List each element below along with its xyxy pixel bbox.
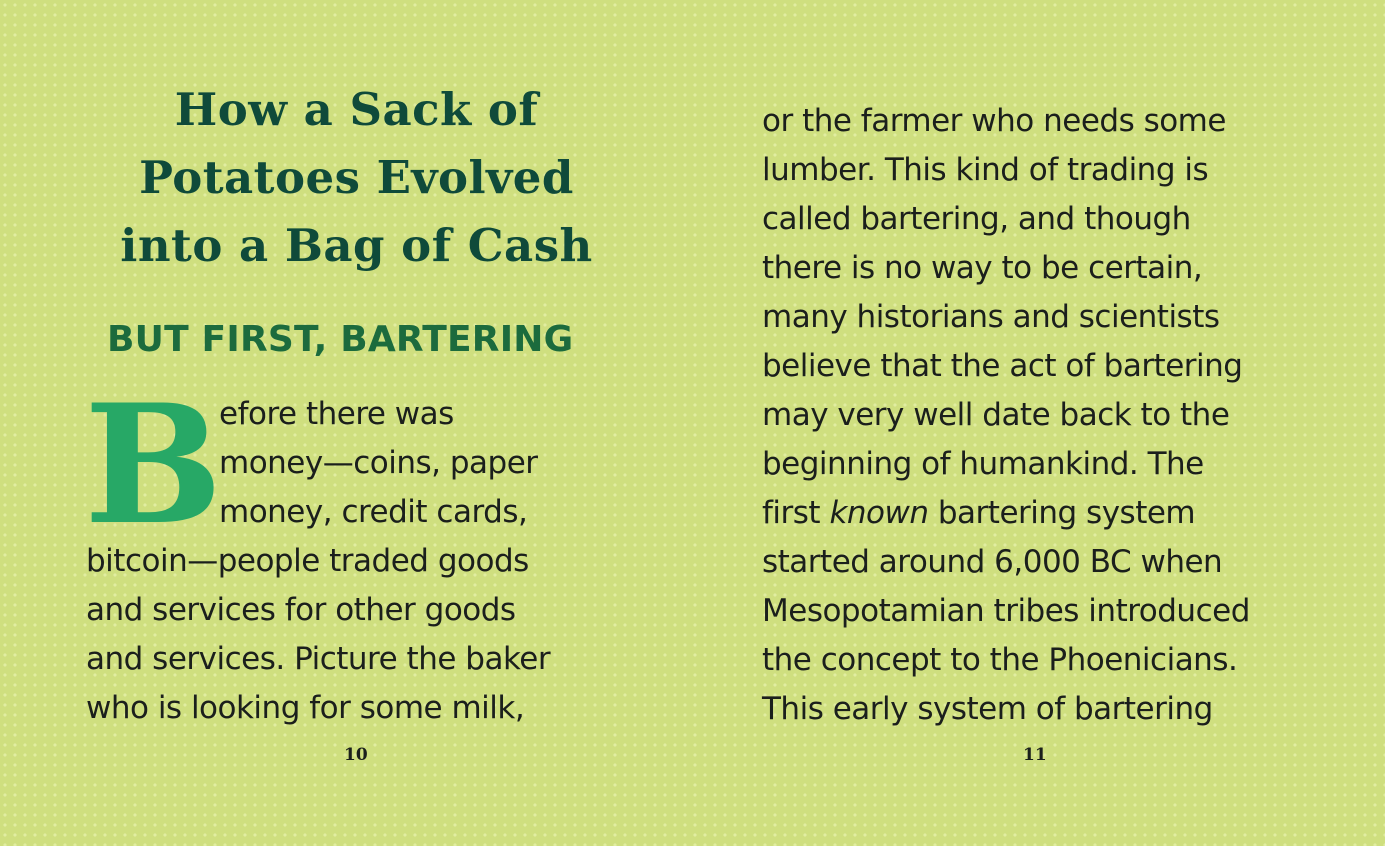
body-text-line: and services. Picture the baker bbox=[86, 641, 551, 677]
body-text-line: may very well date back to the bbox=[762, 397, 1230, 433]
body-text-line: many historians and scientists bbox=[762, 299, 1220, 335]
body-text-line: Mesopotamian tribes introduced bbox=[762, 593, 1250, 629]
body-text-line: money—coins, paper bbox=[219, 445, 538, 481]
chapter-title bbox=[84, 76, 629, 280]
title-line: into a Bag of Cash bbox=[120, 219, 593, 272]
body-text-span: first bbox=[762, 495, 830, 531]
body-text-line: efore there was bbox=[219, 396, 454, 432]
body-text-line: This early system of bartering bbox=[762, 691, 1213, 727]
body-text-line: called bartering, and though bbox=[762, 201, 1191, 237]
body-text-line: started around 6,000 BC when bbox=[762, 544, 1223, 580]
title-line: Potatoes Evolved bbox=[139, 151, 574, 204]
body-text-line: beginning of humankind. The bbox=[762, 446, 1204, 482]
drop-cap: B bbox=[84, 368, 223, 561]
emphasized-word: known bbox=[829, 495, 929, 531]
body-text-span: bartering system bbox=[928, 495, 1196, 531]
body-text-line: who is looking for some milk, bbox=[86, 690, 525, 726]
body-text-line: there is no way to be certain, bbox=[762, 250, 1203, 286]
body-text-line bbox=[762, 489, 1195, 538]
body-text-line: believe that the act of bartering bbox=[762, 348, 1243, 384]
title-line: How a Sack of bbox=[174, 83, 539, 136]
body-text-line: or the farmer who needs some bbox=[762, 103, 1226, 139]
section-heading: BUT FIRST, BARTERING bbox=[107, 319, 574, 360]
body-text-line: money, credit cards, bbox=[219, 494, 528, 530]
body-text-line: and services for other goods bbox=[86, 592, 516, 628]
right-page bbox=[692, 0, 1385, 846]
body-text-line: bitcoin—people traded goods bbox=[86, 543, 529, 579]
page-number: 11 bbox=[1023, 745, 1047, 765]
body-text-line: the concept to the Phoenicians. bbox=[762, 642, 1238, 678]
left-page bbox=[0, 0, 692, 846]
body-text-line: lumber. This kind of trading is bbox=[762, 152, 1209, 188]
page-number: 10 bbox=[344, 745, 368, 765]
